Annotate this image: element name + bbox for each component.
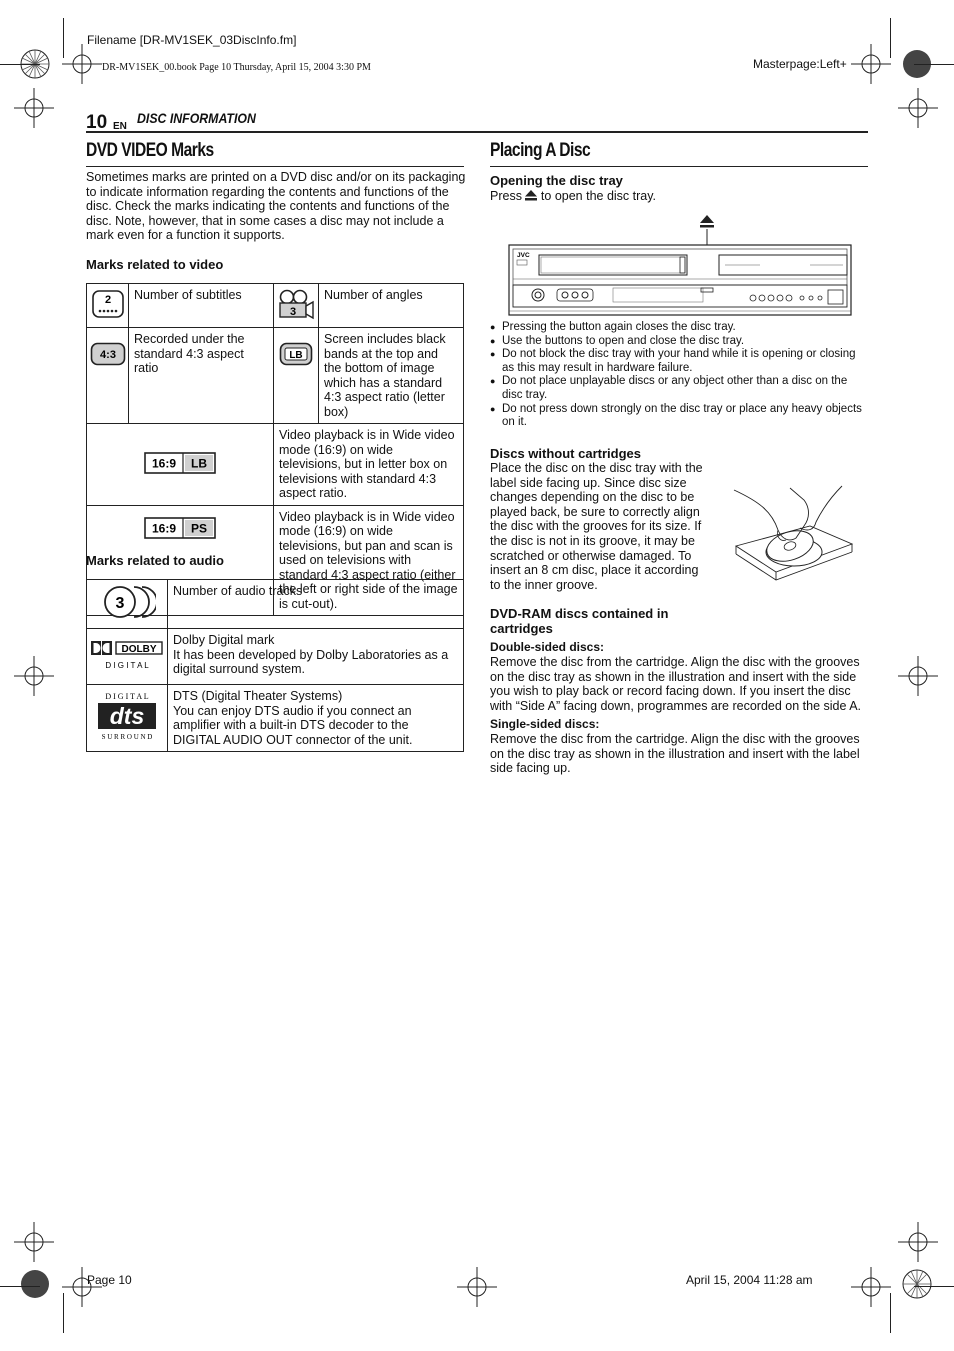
single-sided-text: Remove the disc from the cartridge. Align the disc with the grooves on the disc tray as shown in the illustration and insert with the label side facing up. bbox=[490, 732, 860, 776]
list-item: ● Use the buttons to open and close the disc tray. bbox=[490, 335, 870, 349]
audio-tracks-icon bbox=[98, 583, 156, 621]
registration-mark-icon bbox=[898, 656, 938, 696]
list-item: ● Do not block the disc tray with your hand while it is opening or closing as this may result in hardware failure. bbox=[490, 348, 870, 375]
audio-tracks-icon-number: 3 bbox=[115, 595, 125, 613]
no-cartridge-text: Place the disc on the disc tray with the label side facing up. Since disc size changes depending on the disc to be played back, be sure to correctly align the disc with the grooves for its size. If the disc is not in its groove, it may be scratched or otherwise damaged. To insert an 8 cm disc, place it according to the inner groove. bbox=[490, 461, 703, 592]
no-cartridge-heading: Discs without cartridges bbox=[490, 446, 641, 461]
letterbox-desc: Screen includes black bands at the top and the bottom of image which has a standard 4:3 aspect ratio (letter box) bbox=[319, 328, 464, 424]
wide-lb-desc: Video playback is in Wide video mode (16:9) on wide televisions, but in letter box on televisions with standard 4:3 aspect ratio. bbox=[274, 424, 464, 506]
single-sided-heading: Single-sided discs: bbox=[490, 717, 600, 731]
eject-icon bbox=[700, 215, 714, 228]
aspect-icon-text: 4:3 bbox=[99, 349, 116, 361]
double-sided-heading: Double-sided discs: bbox=[490, 640, 605, 654]
section-title: DISC INFORMATION bbox=[137, 110, 256, 126]
disc-placement-illustration bbox=[730, 482, 854, 588]
filename-label: Filename [DR-MV1SEK_03DiscInfo.fm] bbox=[87, 33, 297, 47]
dts-desc-cell bbox=[168, 685, 464, 752]
letterbox-icon bbox=[279, 342, 313, 366]
press-eject-line bbox=[490, 189, 656, 204]
dolby-desc: It has been developed by Dolby Laboratories as a digital surround system. bbox=[173, 647, 449, 676]
press-pre-text: Press bbox=[490, 189, 522, 203]
subtitles-desc: Number of subtitles bbox=[129, 284, 274, 328]
angles-desc: Number of angles bbox=[319, 284, 464, 328]
double-sided-text: Remove the disc from the cartridge. Align the disc with the grooves on the disc tray as shown in the illustration and insert with the side you wish to play back or record facing down. If you insert the disc with “Side A” facing down, programmes are recorded on the side A. bbox=[490, 655, 862, 713]
letterbox-icon-text: LB bbox=[289, 350, 303, 361]
video-marks-heading: Marks related to video bbox=[86, 257, 224, 272]
subtitle-icon-number: 2 bbox=[104, 293, 111, 306]
page-number: 10 bbox=[86, 112, 108, 133]
registration-mark-icon bbox=[851, 44, 891, 84]
dvdram-heading: DVD-RAM discs contained in cartridges bbox=[490, 606, 669, 636]
dts-logo-bottom: S U R R O U N D bbox=[101, 733, 153, 742]
aspect-43-icon bbox=[90, 342, 126, 366]
tray-notes-list bbox=[490, 321, 870, 430]
registration-mark-icon bbox=[15, 1264, 55, 1304]
registration-mark-icon bbox=[897, 1264, 937, 1304]
registration-mark-icon bbox=[62, 44, 102, 84]
list-item: ● Do not place unplayable discs or any object other than a disc on the disc tray. bbox=[490, 375, 870, 402]
registration-mark-icon bbox=[14, 656, 54, 696]
opening-tray-heading: Opening the disc tray bbox=[490, 173, 623, 188]
dts-logo-word: dts bbox=[109, 703, 145, 730]
footer-date: April 15, 2004 11:28 am bbox=[686, 1273, 813, 1287]
audio-tracks-mark-cell bbox=[87, 580, 168, 629]
placing-disc-title: Placing A Disc bbox=[490, 140, 591, 161]
audio-marks-table bbox=[86, 579, 464, 752]
masterpage-label: Masterpage:Left+ bbox=[753, 57, 847, 71]
wide-lb-icon-ratio: 16:9 bbox=[151, 456, 177, 470]
dolby-title: Dolby Digital mark bbox=[173, 633, 275, 647]
subtitle-icon bbox=[91, 289, 125, 319]
eject-icon bbox=[525, 190, 537, 201]
angle-icon-number: 3 bbox=[289, 305, 297, 318]
dts-logo-top: D I G I T A L bbox=[105, 692, 149, 702]
audio-marks-heading: Marks related to audio bbox=[86, 553, 224, 568]
language-code: EN bbox=[113, 121, 127, 132]
dts-title: DTS (Digital Theater Systems) bbox=[173, 689, 343, 703]
wide-ps-icon-ratio: 16:9 bbox=[151, 521, 177, 535]
dvd-video-marks-title: DVD VIDEO Marks bbox=[86, 140, 214, 161]
wide-lb-mark-cell bbox=[87, 424, 274, 506]
dolby-logo bbox=[89, 635, 165, 675]
letterbox-mark-cell bbox=[274, 328, 319, 424]
audio-tracks-desc: Number of audio tracks bbox=[168, 580, 464, 629]
registration-mark-icon bbox=[457, 1267, 497, 1307]
wide-ps-icon-mode: PS bbox=[190, 521, 208, 535]
angle-mark-cell bbox=[274, 284, 319, 328]
dolby-logo-sub: D I G I T A L bbox=[105, 660, 149, 670]
wide-ps-desc: Video playback is in Wide video mode (16:9) on wide televisions, but pan and scan is used on televisions with standard 4:3 aspect ratio (either the left or right side of the image is cut-out). bbox=[274, 505, 464, 616]
dts-desc: You can enjoy DTS audio if you connect an amplifier with a built-in DTS decoder to the DIGITAL AUDIO OUT connector of the unit. bbox=[173, 703, 413, 747]
intro-paragraph: Sometimes marks are printed on a DVD disc and/or on its packaging to indicate information regarding the contents and functions of the disc. Check the marks indicating the contents and functions of the disc. Note, however, that in some cases a disc may not include a mark even for a function it supports. bbox=[86, 170, 466, 243]
dts-mark-cell bbox=[87, 685, 168, 752]
registration-mark-icon bbox=[898, 1222, 938, 1262]
dolby-logo-word: DOLBY bbox=[121, 643, 157, 655]
dolby-mark-cell bbox=[87, 629, 168, 685]
list-item: ● Pressing the button again closes the disc tray. bbox=[490, 321, 870, 335]
aspect-desc: Recorded under the standard 4:3 aspect ratio bbox=[129, 328, 274, 424]
registration-mark-icon bbox=[14, 88, 54, 128]
wide-panscan-icon bbox=[143, 516, 217, 540]
press-post-text: to open the disc tray. bbox=[540, 189, 657, 203]
registration-mark-icon bbox=[851, 1267, 891, 1307]
wide-lb-icon-mode: LB bbox=[191, 456, 207, 470]
list-item: ● Do not press down strongly on the disc tray or place any heavy objects on it. bbox=[490, 403, 870, 430]
registration-mark-icon bbox=[898, 88, 938, 128]
dvd-recorder-illustration bbox=[505, 210, 855, 322]
book-info-line: DR-MV1SEK_00.book Page 10 Thursday, April 15, 2004 3:30 PM bbox=[102, 62, 371, 73]
dolby-desc-cell bbox=[168, 629, 464, 685]
registration-mark-icon bbox=[14, 1222, 54, 1262]
dts-logo bbox=[92, 690, 162, 742]
subtitle-mark-cell bbox=[87, 284, 129, 328]
wide-letterbox-icon bbox=[143, 451, 217, 475]
camera-angle-icon bbox=[276, 288, 316, 320]
footer-page-label: Page 10 bbox=[87, 1273, 132, 1287]
device-brand: JVC bbox=[517, 252, 530, 259]
aspect-mark-cell bbox=[87, 328, 129, 424]
